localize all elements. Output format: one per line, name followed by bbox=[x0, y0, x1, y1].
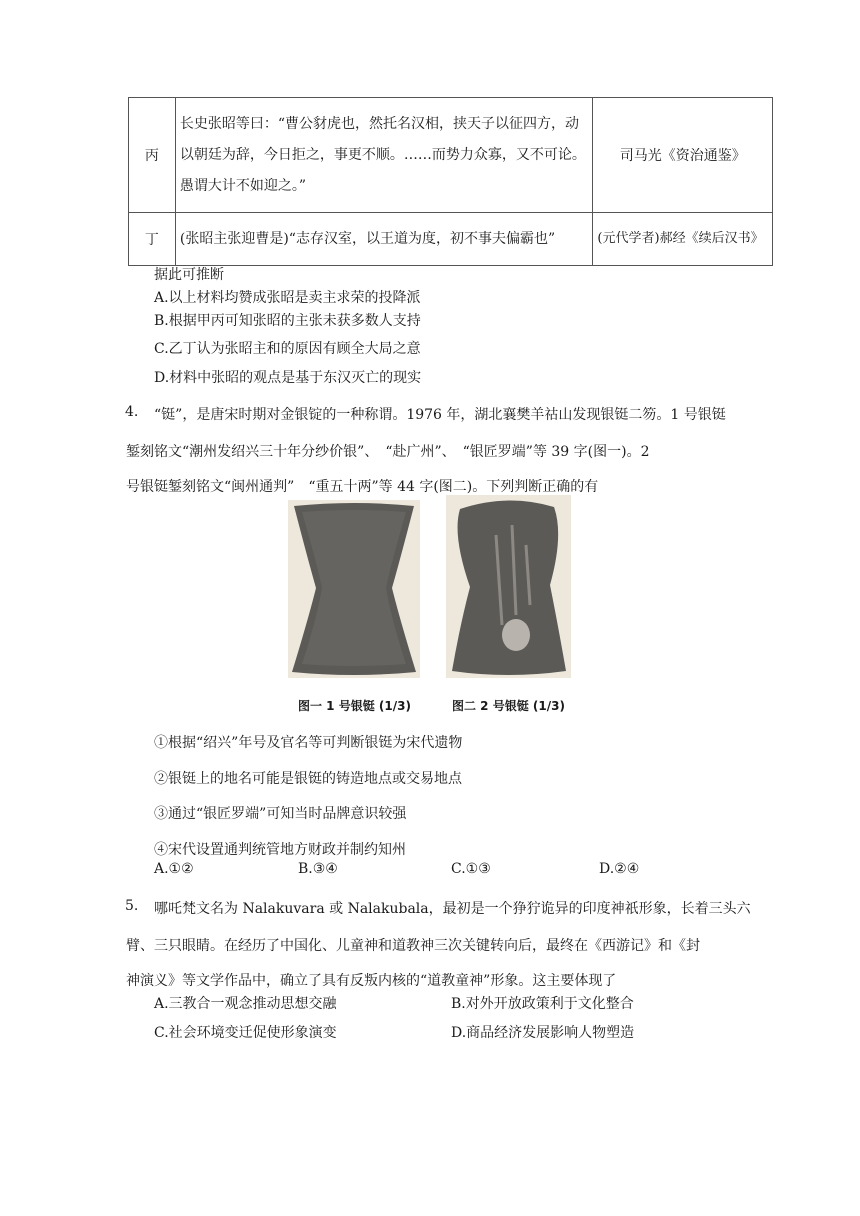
q5-number: 5. bbox=[125, 898, 139, 914]
q5-option-d: D.商品经济发展影响人物塑造 bbox=[451, 1025, 635, 1041]
table-row bbox=[129, 98, 773, 213]
q4-statement: ①根据“绍兴”年号及官名等可判断银铤为宋代遗物 bbox=[154, 735, 463, 751]
source-table bbox=[128, 97, 773, 266]
q5-stem-line: 哪吒梵文名为 Nalakuvara 或 Nalakubala，最初是一个狰狞诡异的印度神祇形象，长着三头六 bbox=[154, 901, 751, 917]
q4-statement: ②银铤上的地名可能是银铤的铸造地点或交易地点 bbox=[154, 771, 462, 787]
row-label: 丙 bbox=[129, 98, 176, 213]
silver-ingot-1-image bbox=[288, 500, 420, 678]
row-text: 长史张昭等曰：“曹公豺虎也，然托名汉相，挟天子以征四方，动以朝廷为辞，今日拒之，事更不顺。……而势力众寡，又不可论。愚谓大计不如迎之。” bbox=[175, 98, 593, 213]
q5-stem-line: 神演义》等文学作品中，确立了具有反叛内核的“道教童神”形象。这主要体现了 bbox=[126, 973, 617, 989]
q4-option-d: D.②④ bbox=[599, 861, 640, 877]
q3-option-d: D.材料中张昭的观点是基于东汉灭亡的现实 bbox=[154, 370, 422, 386]
q4-option-a: A.①② bbox=[154, 861, 194, 877]
figure-1-caption: 图一 1 号银铤 (1/3) bbox=[298, 699, 411, 713]
row-label: 丁 bbox=[129, 213, 176, 266]
q5-option-a: A.三教合一观念推动思想交融 bbox=[154, 996, 337, 1012]
q3-option-b: B.根据甲丙可知张昭的主张未获多数人支持 bbox=[154, 313, 421, 329]
figure-2-caption: 图二 2 号银铤 (1/3) bbox=[452, 699, 565, 713]
table-row bbox=[129, 213, 773, 266]
q3-option-a: A.以上材料均赞成张昭是卖主求荣的投降派 bbox=[154, 290, 421, 306]
q4-stem-line: “铤”，是唐宋时期对金银锭的一种称谓。1976 年，湖北襄樊羊祜山发现银铤二笏。1 号银铤 bbox=[154, 407, 726, 423]
q3-stem: 据此可推断 bbox=[154, 267, 224, 283]
q4-statement: ③通过“银匠罗端”可知当时品牌意识较强 bbox=[154, 806, 407, 822]
q5-option-c: C.社会环境变迁促使形象演变 bbox=[154, 1025, 337, 1041]
row-source: (元代学者)郝经《续后汉书》 bbox=[593, 213, 773, 266]
silver-ingot-2-image bbox=[446, 495, 571, 678]
row-source: 司马光《资治通鉴》 bbox=[593, 98, 773, 213]
q4-statement: ④宋代设置通判统管地方财政并制约知州 bbox=[154, 842, 406, 858]
q4-stem-line: 号银铤錾刻铭文“闽州通判” “重五十两”等 44 字(图二)。下列判断正确的有 bbox=[126, 479, 599, 495]
row-text: (张昭主张迎曹是)“志存汉室，以王道为度，初不事夫偏霸也” bbox=[175, 213, 593, 266]
q4-option-b: B.③④ bbox=[298, 861, 338, 877]
q5-stem-line: 臂、三只眼睛。在经历了中国化、儿童神和道教神三次关键转向后，最终在《西游记》和《封 bbox=[126, 938, 700, 954]
q4-stem-line: 錾刻铭文“潮州发绍兴三十年分纱价银”、 “赴广州”、 “银匠罗端”等 39 字(图一)。2 bbox=[126, 444, 650, 460]
q5-option-b: B.对外开放政策利于文化整合 bbox=[451, 996, 634, 1012]
q3-option-c: C.乙丁认为张昭主和的原因有顾全大局之意 bbox=[154, 341, 421, 357]
q4-number: 4. bbox=[125, 404, 139, 420]
q4-option-c: C.①③ bbox=[451, 861, 491, 877]
